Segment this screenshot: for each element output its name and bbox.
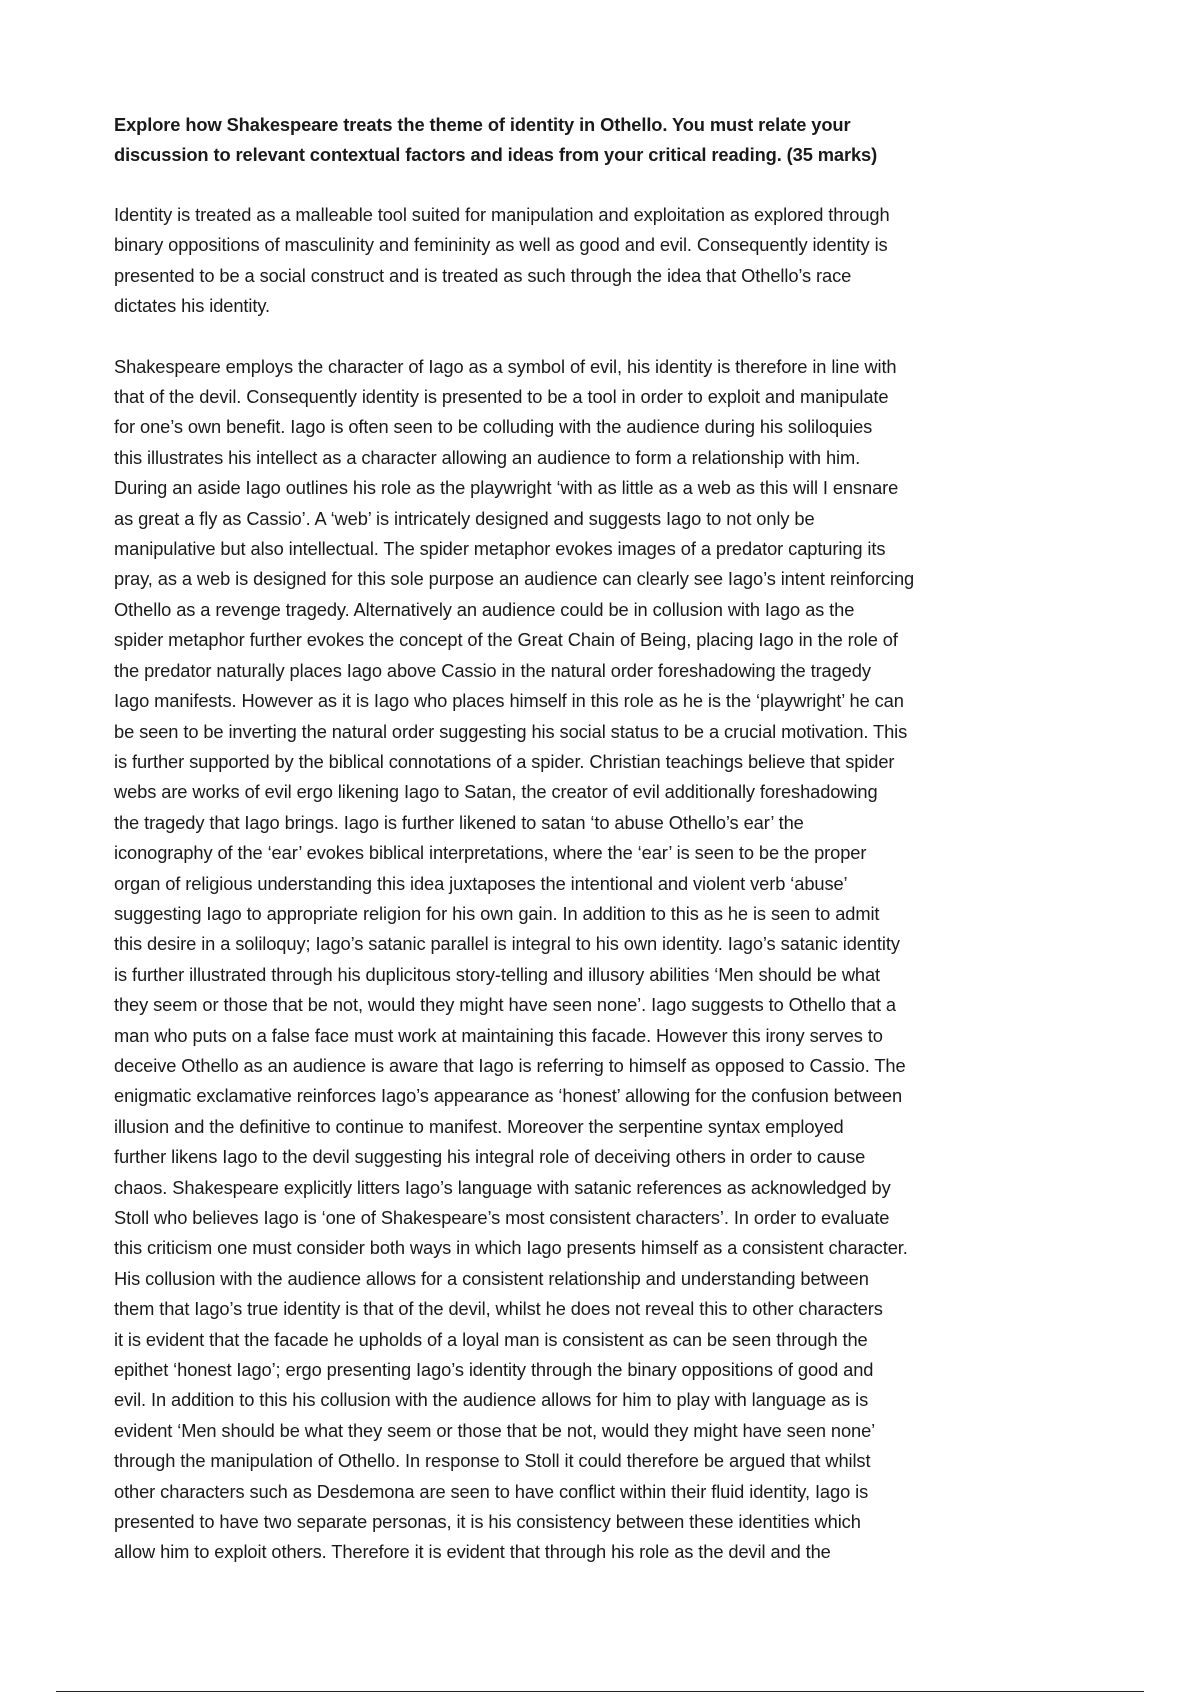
paragraph-iago-analysis bbox=[114, 352, 1099, 1568]
paragraph-line: other characters such as Desdemona are seen to have conflict within their fluid identity, Iago is bbox=[114, 1480, 869, 1502]
question-line: discussion to relevant contextual factors and ideas from your critical reading. (35 marks) bbox=[114, 144, 878, 165]
paragraph-line: webs are works of evil ergo likening Iago to Satan, the creator of evil additionally foreshadowing bbox=[114, 781, 878, 803]
paragraph-line: this criticism one must consider both ways in which Iago presents himself as a consistent character. bbox=[114, 1237, 908, 1259]
paragraph-introduction bbox=[114, 200, 1099, 322]
paragraph-line: organ of religious understanding this idea juxtaposes the intentional and violent verb ‘abuse’ bbox=[114, 872, 848, 894]
paragraph-line: that of the devil. Consequently identity is presented to be a tool in order to exploit and manipulate bbox=[114, 386, 889, 408]
essay-question bbox=[114, 110, 1099, 170]
paragraph-line: dictates his identity. bbox=[114, 295, 270, 317]
paragraph-line: presented to be a social construct and is treated as such through the idea that Othello’s race bbox=[114, 264, 852, 286]
paragraph-line: evident ‘Men should be what they seem or those that be not, would they might have seen none’ bbox=[114, 1419, 876, 1441]
paragraph-line: them that Iago’s true identity is that of the devil, whilst he does not reveal this to other characters bbox=[114, 1298, 883, 1320]
paragraph-line: it is evident that the facade he upholds of a loyal man is consistent as can be seen through the bbox=[114, 1328, 868, 1350]
paragraph-line: the predator naturally places Iago above Cassio in the natural order foreshadowing the tragedy bbox=[114, 659, 871, 681]
paragraph-line: as great a fly as Cassio’. A ‘web’ is intricately designed and suggests Iago to not only be bbox=[114, 507, 815, 529]
paragraph-line: is further illustrated through his duplicitous story-telling and illusory abilities ‘Men should be what bbox=[114, 963, 881, 985]
paragraph-line: manipulative but also intellectual. The spider metaphor evokes images of a predator capturing its bbox=[114, 538, 886, 560]
paragraph-line: further likens Iago to the devil suggesting his integral role of deceiving others in order to cause bbox=[114, 1146, 866, 1168]
paragraph-line: epithet ‘honest Iago’; ergo presenting Iago’s identity through the binary oppositions of good and bbox=[114, 1359, 874, 1381]
paragraph-line: presented to have two separate personas, it is his consistency between these identities which bbox=[114, 1511, 861, 1533]
paragraph-line: through the manipulation of Othello. In response to Stoll it could therefore be argued that whilst bbox=[114, 1450, 871, 1472]
paragraph-line: enigmatic exclamative reinforces Iago’s appearance as ‘honest’ allowing for the confusion between bbox=[114, 1085, 903, 1107]
paragraph-line: suggesting Iago to appropriate religion for his own gain. In addition to this as he is seen to admit bbox=[114, 902, 880, 924]
paragraph-line: illusion and the definitive to continue to manifest. Moreover the serpentine syntax employed bbox=[114, 1115, 844, 1137]
paragraph-line: Stoll who believes Iago is ‘one of Shakespeare’s most consistent characters’. In order to evaluate bbox=[114, 1207, 890, 1228]
paragraph-line: deceive Othello as an audience is aware that Iago is referring to himself as opposed to Cassio. The bbox=[114, 1054, 906, 1076]
paragraph-line: this illustrates his intellect as a character allowing an audience to form a relationship with him. bbox=[114, 446, 861, 468]
paragraph-line: for one’s own benefit. Iago is often seen to be colluding with the audience during his soliloquies bbox=[114, 416, 873, 438]
paragraph-line: binary oppositions of masculinity and femininity as well as good and evil. Consequently identity is bbox=[114, 234, 888, 256]
paragraph-line: chaos. Shakespeare explicitly litters Iago’s language with satanic references as acknowledged by bbox=[114, 1176, 891, 1198]
paragraph-line: iconography of the ‘ear’ evokes biblical interpretations, where the ‘ear’ is seen to be the proper bbox=[114, 842, 867, 864]
paragraph-line: the tragedy that Iago brings. Iago is further likened to satan ‘to abuse Othello’s ear’ the bbox=[114, 811, 804, 833]
paragraph-line: man who puts on a false face must work at maintaining this facade. However this irony serves to bbox=[114, 1024, 883, 1046]
paragraph-line: His collusion with the audience allows for a consistent relationship and understanding between bbox=[114, 1267, 869, 1289]
page-bottom-rule bbox=[56, 1691, 1144, 1692]
paragraph-line: be seen to be inverting the natural order suggesting his social status to be a crucial motivation. This bbox=[114, 720, 908, 742]
paragraph-line: Iago manifests. However as it is Iago who places himself in this role as he is the ‘playwright’ he can bbox=[114, 690, 904, 712]
document-body bbox=[114, 110, 1099, 1598]
paragraph-line: During an aside Iago outlines his role as the playwright ‘with as little as a web as this will I ensnare bbox=[114, 477, 899, 499]
paragraph-line: Shakespeare employs the character of Iago as a symbol of evil, his identity is therefore in line with bbox=[114, 355, 897, 377]
paragraph-line: spider metaphor further evokes the concept of the Great Chain of Being, placing Iago in the role of bbox=[114, 629, 898, 651]
paragraph-line: allow him to exploit others. Therefore it is evident that through his role as the devil and the bbox=[114, 1541, 831, 1563]
paragraph-line: Identity is treated as a malleable tool suited for manipulation and exploitation as explored through bbox=[114, 204, 890, 225]
paragraph-line: pray, as a web is designed for this sole purpose an audience can clearly see Iago’s intent reinforcing bbox=[114, 568, 915, 590]
paragraph-line: is further supported by the biblical connotations of a spider. Christian teachings believe that spider bbox=[114, 750, 895, 772]
paragraph-line: this desire in a soliloquy; Iago’s satanic parallel is integral to his own identity. Iago’s satanic identity bbox=[114, 933, 900, 955]
paragraph-line: evil. In addition to this his collusion with the audience allows for him to play with language as is bbox=[114, 1389, 869, 1411]
question-line: Explore how Shakespeare treats the theme of identity in Othello. You must relate your bbox=[114, 114, 851, 135]
paragraph-line: Othello as a revenge tragedy. Alternatively an audience could be in collusion with Iago as the bbox=[114, 598, 855, 620]
paragraph-line: they seem or those that be not, would they might have seen none’. Iago suggests to Othello that a bbox=[114, 994, 896, 1016]
